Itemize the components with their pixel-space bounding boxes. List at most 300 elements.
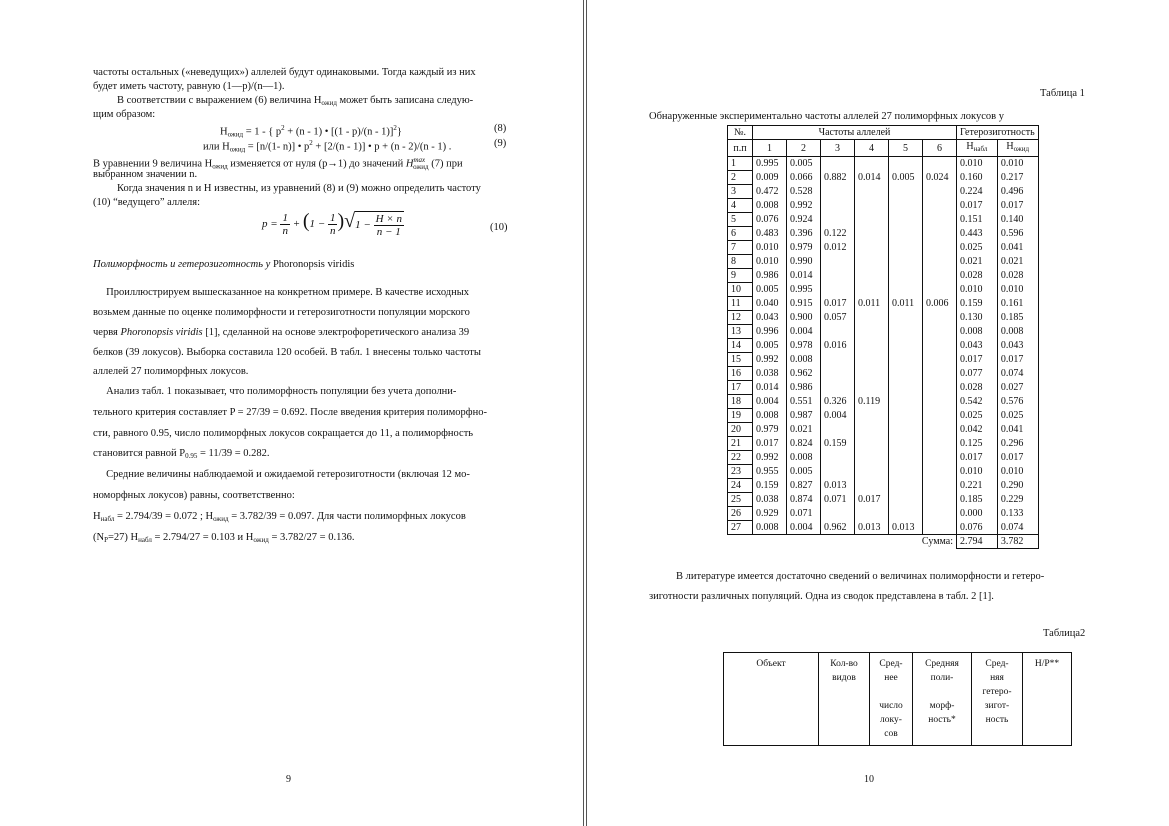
value-cell: 0.995 <box>753 157 787 171</box>
value-cell: 0.014 <box>787 269 821 283</box>
header-cell: 5 <box>889 140 923 157</box>
table-row <box>728 297 1039 311</box>
value-cell: 0.027 <box>997 381 1038 395</box>
row-number-cell: 10 <box>728 283 753 297</box>
value-cell: 0.043 <box>753 311 787 325</box>
table-row <box>728 157 1039 171</box>
table-row <box>728 465 1039 479</box>
value-cell: 0.008 <box>997 325 1038 339</box>
value-cell: 0.326 <box>821 395 855 409</box>
text-line: червя Phoronopsis viridis [1], сделанной на основе электрофоретического анализа 39 <box>93 327 470 338</box>
value-cell <box>889 325 923 339</box>
value-cell <box>821 423 855 437</box>
header-line: локу- <box>880 715 902 725</box>
table-row <box>728 395 1039 409</box>
value-cell: 0.443 <box>957 227 998 241</box>
header-cell: 4 <box>855 140 889 157</box>
value-cell: 0.140 <box>997 213 1038 227</box>
value-cell: 0.008 <box>957 325 998 339</box>
value-cell: 0.217 <box>997 171 1038 185</box>
table2-label: Таблица2 <box>1043 628 1086 639</box>
value-cell <box>889 465 923 479</box>
value-cell: 0.025 <box>997 409 1038 423</box>
value-cell: 0.005 <box>787 157 821 171</box>
value-cell: 0.296 <box>997 437 1038 451</box>
value-cell: 0.160 <box>957 171 998 185</box>
value-cell <box>889 269 923 283</box>
header-line: число <box>879 701 903 711</box>
value-cell: 0.224 <box>957 185 998 199</box>
value-cell: 0.066 <box>787 171 821 185</box>
row-number-cell: 2 <box>728 171 753 185</box>
value-cell <box>923 241 957 255</box>
value-cell: 0.986 <box>753 269 787 283</box>
value-cell <box>821 269 855 283</box>
value-cell <box>923 339 957 353</box>
value-cell: 0.040 <box>753 297 787 311</box>
value-cell: 0.004 <box>753 395 787 409</box>
value-cell: 0.006 <box>923 297 957 311</box>
row-number-cell: 26 <box>728 507 753 521</box>
value-cell: 0.028 <box>957 381 998 395</box>
value-cell: 0.014 <box>855 171 889 185</box>
equation-number: (10) <box>490 222 508 233</box>
value-cell: 0.004 <box>787 325 821 339</box>
header-line: ность* <box>928 715 956 725</box>
header-line: Сред- <box>985 659 1009 669</box>
value-cell: 0.041 <box>997 241 1038 255</box>
value-cell: 0.011 <box>855 297 889 311</box>
value-cell <box>923 381 957 395</box>
equation-8: $H_{ожид} = 1$ - { $p^2 + (n - 1)$ • [(1 - p)/(n - 1)]$^2$} <box>220 124 402 139</box>
value-cell <box>923 255 957 269</box>
value-cell: 0.955 <box>753 465 787 479</box>
text-line: частоты остальных («неведущих») аллелей будут одинаковыми. Тогда каждый из них <box>93 67 476 78</box>
value-cell <box>889 241 923 255</box>
value-cell: 0.185 <box>997 311 1038 325</box>
row-number-cell: 8 <box>728 255 753 269</box>
value-cell: 0.159 <box>753 479 787 493</box>
value-cell <box>889 507 923 521</box>
text-line: Анализ табл. 1 показывает, что полиморфность популяции без учета дополни- <box>106 386 457 397</box>
table-row <box>728 437 1039 451</box>
header-line: видов <box>832 673 856 683</box>
value-cell: 0.483 <box>753 227 787 241</box>
table-row <box>728 241 1039 255</box>
header-line: ность <box>985 715 1009 725</box>
text-line: $H_{набл} = 2.794/39 = 0.072$ ; $H_{ожид} = 3.782/39 = 0.097$. Для части полиморфных локусов <box>93 511 466 523</box>
header-cell <box>913 653 972 746</box>
header-cell <box>972 653 1023 746</box>
value-cell <box>855 409 889 423</box>
value-cell: 0.041 <box>997 423 1038 437</box>
header-cell: $H_{набл}$ <box>957 140 998 157</box>
table-row <box>728 283 1039 297</box>
value-cell: 0.992 <box>753 353 787 367</box>
value-cell <box>821 367 855 381</box>
value-cell: 0.978 <box>787 339 821 353</box>
header-line: Сред- <box>879 659 903 669</box>
page-number: 10 <box>864 774 874 785</box>
value-cell: 0.010 <box>957 157 998 171</box>
text-line: В соответствии с выражением (6) величина $H_{ожид}$ может быть записана следую- <box>117 95 474 107</box>
text-line: щим образом: <box>93 109 156 120</box>
value-cell <box>855 465 889 479</box>
table-row <box>728 325 1039 339</box>
value-cell: 0.004 <box>787 521 821 535</box>
text-line: $(N_P=27) H_{набл} = 2.794/27 = 0.103$ и $H_{ожид} = 3.782/27 = 0.136$. <box>93 532 355 544</box>
value-cell: 0.025 <box>957 409 998 423</box>
value-cell <box>923 367 957 381</box>
value-cell <box>821 381 855 395</box>
value-cell <box>923 423 957 437</box>
value-cell <box>889 227 923 241</box>
value-cell: 0.008 <box>753 409 787 423</box>
value-cell: 0.122 <box>821 227 855 241</box>
row-number-cell: 27 <box>728 521 753 535</box>
value-cell: 0.986 <box>787 381 821 395</box>
text-line: В литературе имеется достаточно сведений о величинах полиморфности и гетеро- <box>676 571 1045 582</box>
table-row <box>728 227 1039 241</box>
header-cell: п.п <box>728 140 753 157</box>
value-cell: 0.017 <box>821 297 855 311</box>
value-cell <box>855 367 889 381</box>
row-number-cell: 1 <box>728 157 753 171</box>
value-cell: 0.496 <box>997 185 1038 199</box>
value-cell <box>821 199 855 213</box>
value-cell: 0.017 <box>997 199 1038 213</box>
value-cell <box>821 325 855 339</box>
value-cell: 0.996 <box>753 325 787 339</box>
value-cell <box>855 255 889 269</box>
value-cell <box>855 283 889 297</box>
value-cell <box>923 451 957 465</box>
header-line: зигот- <box>984 701 1010 711</box>
table-row <box>728 507 1039 521</box>
table-row <box>728 479 1039 493</box>
value-cell <box>821 283 855 297</box>
row-number-cell: 3 <box>728 185 753 199</box>
row-number-cell: 25 <box>728 493 753 507</box>
header-line: поли- <box>930 673 954 683</box>
value-cell: 0.011 <box>889 297 923 311</box>
value-cell: 0.882 <box>821 171 855 185</box>
header-line: сов <box>884 729 898 739</box>
value-cell: 0.009 <box>753 171 787 185</box>
value-cell <box>821 213 855 227</box>
value-cell: 0.929 <box>753 507 787 521</box>
value-cell: 0.528 <box>787 185 821 199</box>
text-line: аллелей 27 полиморфных локусов. <box>93 366 249 377</box>
row-number-cell: 20 <box>728 423 753 437</box>
value-cell: 0.962 <box>821 521 855 535</box>
row-number-cell: 14 <box>728 339 753 353</box>
text-line: (10) “ведущего” аллеля: <box>93 197 200 208</box>
value-cell: 0.008 <box>753 199 787 213</box>
value-cell <box>889 479 923 493</box>
value-cell <box>855 423 889 437</box>
value-cell <box>923 437 957 451</box>
header-line: морф- <box>929 701 955 711</box>
value-cell <box>889 311 923 325</box>
text-line: зиготности различных популяций. Одна из сводок представлена в табл. 2 [1]. <box>649 591 994 602</box>
table-row <box>728 423 1039 437</box>
value-cell: 0.010 <box>957 283 998 297</box>
row-number-cell: 21 <box>728 437 753 451</box>
value-cell <box>923 395 957 409</box>
table-row <box>728 409 1039 423</box>
header-line: няя <box>990 673 1004 683</box>
header-line: Объект <box>756 659 786 669</box>
value-cell <box>923 199 957 213</box>
header-cell: Гетерозиготность <box>957 126 1039 140</box>
value-cell <box>923 465 957 479</box>
allele-frequency-table <box>727 125 1039 549</box>
row-number-cell: 24 <box>728 479 753 493</box>
value-cell: 0.979 <box>787 241 821 255</box>
value-cell: 0.005 <box>889 171 923 185</box>
value-cell: 0.229 <box>997 493 1038 507</box>
value-cell <box>821 451 855 465</box>
value-cell <box>923 409 957 423</box>
value-cell <box>855 241 889 255</box>
value-cell <box>855 353 889 367</box>
value-cell <box>889 367 923 381</box>
value-cell <box>855 199 889 213</box>
value-cell <box>923 269 957 283</box>
value-cell: 0.017 <box>957 353 998 367</box>
table-row <box>728 199 1039 213</box>
value-cell: 0.076 <box>957 521 998 535</box>
value-cell: 0.008 <box>787 353 821 367</box>
value-cell: 0.042 <box>957 423 998 437</box>
value-cell: 0.017 <box>957 451 998 465</box>
value-cell <box>821 255 855 269</box>
value-cell <box>889 409 923 423</box>
value-cell <box>889 423 923 437</box>
value-cell: 0.119 <box>855 395 889 409</box>
header-cell <box>870 653 913 746</box>
header-cell: 6 <box>923 140 957 157</box>
value-cell <box>855 507 889 521</box>
value-cell <box>855 269 889 283</box>
value-cell: 0.992 <box>787 199 821 213</box>
value-cell <box>821 507 855 521</box>
header-cell: Частоты аллелей <box>753 126 957 140</box>
row-number-cell: 22 <box>728 451 753 465</box>
value-cell: 0.125 <box>957 437 998 451</box>
value-cell: 0.017 <box>753 437 787 451</box>
value-cell: 0.038 <box>753 367 787 381</box>
equation-10: p = $\frac{1}{n}$ + (1 − $\frac{1}{n}$ )√1 − $\frac{H \times n}{n - 1}$ <box>262 210 402 238</box>
value-cell <box>889 353 923 367</box>
value-cell <box>855 479 889 493</box>
value-cell <box>855 325 889 339</box>
header-line: H/P** <box>1034 659 1060 669</box>
text-line: номорфных локусов) равны, соответственно: <box>93 490 295 501</box>
table-row <box>728 185 1039 199</box>
value-cell: 0.028 <box>957 269 998 283</box>
value-cell: 0.130 <box>957 311 998 325</box>
value-cell: 0.005 <box>753 283 787 297</box>
value-cell: 0.016 <box>821 339 855 353</box>
value-cell <box>889 395 923 409</box>
header-line: Средняя <box>925 659 959 669</box>
value-cell <box>923 311 957 325</box>
row-number-cell: 9 <box>728 269 753 283</box>
value-cell: 0.017 <box>855 493 889 507</box>
table-row <box>728 451 1039 465</box>
value-cell <box>855 185 889 199</box>
value-cell <box>889 451 923 465</box>
row-number-cell: 15 <box>728 353 753 367</box>
value-cell: 0.010 <box>753 255 787 269</box>
value-cell: 0.824 <box>787 437 821 451</box>
value-cell <box>923 227 957 241</box>
value-cell <box>923 353 957 367</box>
value-cell: 0.992 <box>753 451 787 465</box>
value-cell <box>923 493 957 507</box>
value-cell: 0.995 <box>787 283 821 297</box>
row-number-cell: 4 <box>728 199 753 213</box>
value-cell: 0.013 <box>889 521 923 535</box>
value-cell: 0.396 <box>787 227 821 241</box>
value-cell: 0.071 <box>821 493 855 507</box>
row-number-cell: 11 <box>728 297 753 311</box>
value-cell <box>889 199 923 213</box>
value-cell: 0.827 <box>787 479 821 493</box>
value-cell <box>889 437 923 451</box>
value-cell <box>855 227 889 241</box>
value-cell <box>821 185 855 199</box>
value-cell: 0.025 <box>957 241 998 255</box>
value-cell <box>855 437 889 451</box>
value-cell: 0.010 <box>997 283 1038 297</box>
value-cell: 0.021 <box>787 423 821 437</box>
equation-number: (8) <box>494 123 507 134</box>
value-cell: 0.017 <box>997 353 1038 367</box>
text-line: будет иметь частоту, равную (1—p)/(n—1). <box>93 81 285 92</box>
value-cell <box>855 451 889 465</box>
row-number-cell: 12 <box>728 311 753 325</box>
value-cell <box>855 381 889 395</box>
value-cell <box>855 311 889 325</box>
value-cell: 0.017 <box>997 451 1038 465</box>
row-number-cell: 16 <box>728 367 753 381</box>
value-cell: 0.024 <box>923 171 957 185</box>
value-cell: 0.010 <box>753 241 787 255</box>
value-cell: 0.290 <box>997 479 1038 493</box>
value-cell: 0.542 <box>957 395 998 409</box>
text-line: тельного критерия составляет P = 27/39 = 0.692. После введения критерия полиморфно- <box>93 407 487 418</box>
text-line: В уравнении 9 величина $H_{ожид}$ изменяется от нуля (p→1) до значений $H^{max}_{ожид}$ (7) при <box>93 156 463 171</box>
text-line: белков (39 локусов). Выборка составила 120 особей. В табл. 1 внесены только частоты <box>93 347 481 358</box>
value-cell: 0.004 <box>821 409 855 423</box>
value-cell <box>923 507 957 521</box>
value-cell: 0.151 <box>957 213 998 227</box>
value-cell: 0.185 <box>957 493 998 507</box>
value-cell: 0.915 <box>787 297 821 311</box>
left-page <box>0 0 584 826</box>
value-cell: 0.038 <box>753 493 787 507</box>
value-cell: 0.043 <box>957 339 998 353</box>
value-cell: 0.924 <box>787 213 821 227</box>
value-cell: 0.017 <box>957 199 998 213</box>
table-row <box>728 353 1039 367</box>
text-line: Проиллюстрируем вышесказанное на конкретном примере. В качестве исходных <box>106 287 470 298</box>
value-cell <box>889 493 923 507</box>
value-cell <box>923 157 957 171</box>
header-line <box>873 685 909 699</box>
value-cell: 0.021 <box>957 255 998 269</box>
value-cell: 0.043 <box>997 339 1038 353</box>
row-number-cell: 19 <box>728 409 753 423</box>
value-cell: 0.576 <box>997 395 1038 409</box>
value-cell <box>889 381 923 395</box>
table-row <box>728 381 1039 395</box>
header-line <box>916 685 968 699</box>
value-cell: 0.874 <box>787 493 821 507</box>
sum-value: 2.794 <box>957 535 998 549</box>
text-line: становится равной $P_{0.95} = 11/39 = 0.282$. <box>93 448 270 460</box>
table1-caption: Обнаруженные экспериментально частоты аллелей 27 полиморфных локусов у <box>649 111 1004 122</box>
value-cell <box>889 157 923 171</box>
value-cell <box>889 339 923 353</box>
value-cell: 0.014 <box>753 381 787 395</box>
value-cell <box>889 283 923 297</box>
row-number-cell: 7 <box>728 241 753 255</box>
value-cell <box>821 157 855 171</box>
equation-9: или $H_{ожид} = [n/(1-$ n)] • $p^2 + [2/(n - 1)]$ • p + (n - 2)/(n - 1) . <box>203 139 452 154</box>
value-cell: 0.159 <box>821 437 855 451</box>
value-cell <box>923 479 957 493</box>
value-cell: 0.161 <box>997 297 1038 311</box>
value-cell: 0.987 <box>787 409 821 423</box>
equation-number: (9) <box>494 138 507 149</box>
value-cell: 0.005 <box>787 465 821 479</box>
table-row <box>728 493 1039 507</box>
row-number-cell: 23 <box>728 465 753 479</box>
header-cell: $H_{ожид}$ <box>997 140 1038 157</box>
table1-label: Таблица 1 <box>1040 88 1085 99</box>
value-cell: 0.021 <box>997 255 1038 269</box>
value-cell <box>923 213 957 227</box>
value-cell: 0.013 <box>855 521 889 535</box>
table-row <box>728 339 1039 353</box>
sum-label: Сумма: <box>728 535 957 549</box>
value-cell: 0.472 <box>753 185 787 199</box>
table-row <box>728 521 1039 535</box>
value-cell: 0.057 <box>821 311 855 325</box>
value-cell: 0.010 <box>997 157 1038 171</box>
value-cell: 0.596 <box>997 227 1038 241</box>
text-line: Когда значения n и H известны, из уравнений (8) и (9) можно определить частоту <box>117 183 481 194</box>
text-line: выбранном значении n. <box>93 169 198 180</box>
value-cell: 0.074 <box>997 521 1038 535</box>
table-row <box>728 213 1039 227</box>
value-cell: 0.990 <box>787 255 821 269</box>
value-cell: 0.008 <box>753 521 787 535</box>
value-cell <box>923 283 957 297</box>
header-cell: 1 <box>753 140 787 157</box>
value-cell: 0.071 <box>787 507 821 521</box>
value-cell <box>923 325 957 339</box>
table-row <box>728 311 1039 325</box>
value-cell <box>889 255 923 269</box>
value-cell: 0.077 <box>957 367 998 381</box>
table-row <box>728 255 1039 269</box>
value-cell: 0.962 <box>787 367 821 381</box>
